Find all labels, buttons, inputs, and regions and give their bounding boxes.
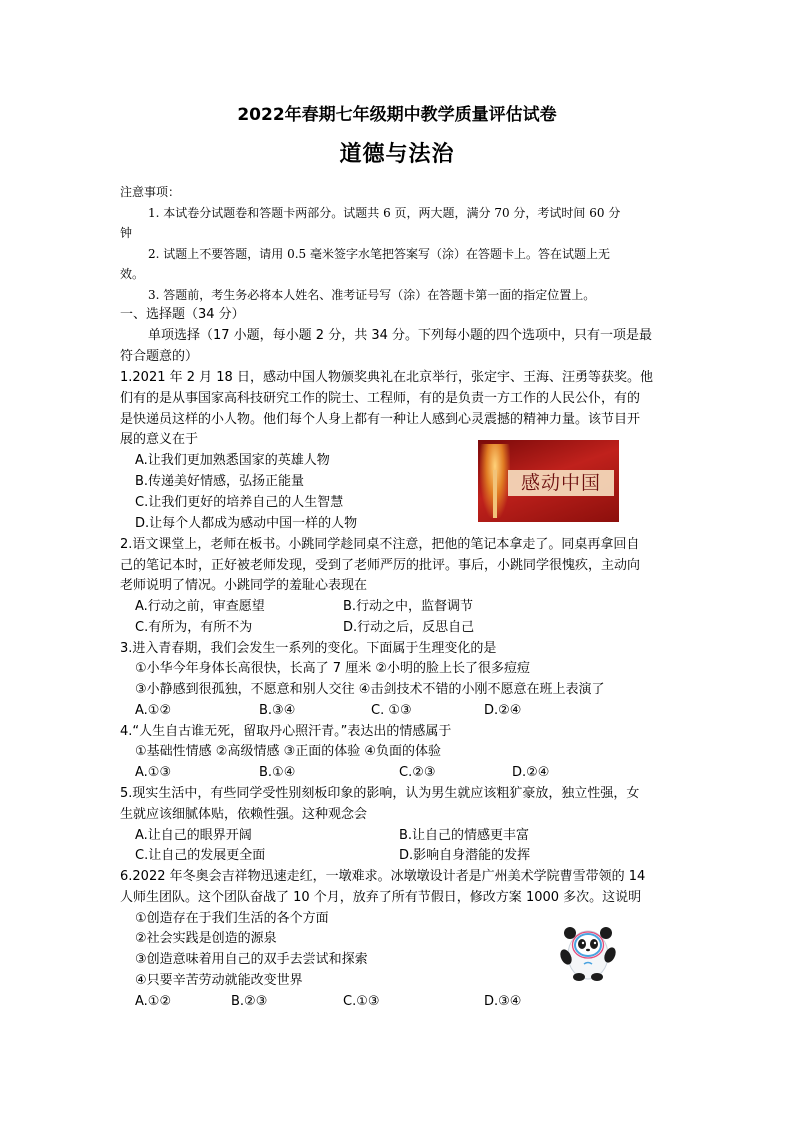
q1-stem-line-4: 展的意义在于 xyxy=(120,432,199,447)
touching-china-image xyxy=(478,440,619,522)
bing-dwen-dwen-mascot-icon xyxy=(559,919,617,983)
q3-option-d: D.②④ xyxy=(484,703,522,718)
exam-title: 2022年春期七年级期中教学质量评估试卷 xyxy=(237,105,557,125)
q4-stem: 4.“人生自古谁无死，留取丹心照汗青。”表达出的情感属于 xyxy=(120,724,452,739)
notice-item-2: 2. 试题上不要答题，请用 0.5 毫米签字水笔把答案写（涂）在答题卡上。答在试题上无 xyxy=(148,247,610,261)
q3-stem: 3.进入青春期，我们会发生一系列的变化。下面属于生理变化的是 xyxy=(120,641,497,656)
q1-stem-line-3: 是快递员这样的小人物。他们每个人身上都有一种让人感到心灵震撼的精神力量。该节目开 xyxy=(120,412,641,427)
notice-heading: 注意事项： xyxy=(120,185,181,199)
q2-stem-line-2: 己的笔记本时，正好被老师发现，受到了老师严厉的批评。事后，小跳同学很愧疚，主动向 xyxy=(120,558,641,573)
q4-option-c: C.②③ xyxy=(399,765,436,780)
q4-option-d: D.②④ xyxy=(512,765,550,780)
q3-option-a: A.①② xyxy=(135,703,172,718)
q6-option-d: D.③④ xyxy=(484,994,522,1009)
q6-statement-3: ③创造意味着用自己的双手去尝试和探索 xyxy=(135,952,368,967)
q3-option-c: C. ①③ xyxy=(371,703,412,718)
q1-option-a: A.让我们更加熟悉国家的英雄人物 xyxy=(135,453,330,468)
q3-statements-2: ③小静感到很孤独，不愿意和别人交往 ④击剑技术不错的小刚不愿意在班上表演了 xyxy=(135,682,605,697)
notice-item-1-cont: 钟 xyxy=(120,226,133,240)
q2-option-d: D.行动之后，反思自己 xyxy=(343,620,475,635)
q5-option-b: B.让自己的情感更丰富 xyxy=(399,828,530,843)
notice-item-2-cont: 效。 xyxy=(120,267,145,281)
q1-option-c: C.让我们更好的培养自己的人生智慧 xyxy=(135,495,344,510)
q2-option-a: A.行动之前，审查愿望 xyxy=(135,599,265,614)
q5-option-d: D.影响自身潜能的发挥 xyxy=(399,848,531,863)
q1-stem-line-2: 们有的是从事国家高科技研究工作的院士、工程师，有的是负责一方工作的人民公仆，有的 xyxy=(120,391,641,406)
q6-option-b: B.②③ xyxy=(231,994,268,1009)
touching-china-logo-text: 感动中国 xyxy=(508,470,614,496)
q1-option-d: D.让每个人都成为感动中国一样的人物 xyxy=(135,516,358,531)
q6-stem-line-1: 6.2022 年冬奥会吉祥物迅速走红，一墩难求。冰墩墩设计者是广州美术学院曹雪带领的 14 xyxy=(120,869,646,884)
section-heading: 一、选择题（34 分） xyxy=(120,307,245,322)
q6-statement-2: ②社会实践是创造的源泉 xyxy=(135,931,277,946)
q3-statements-1: ①小华今年身体长高很快，长高了 7 厘米 ②小明的脸上长了很多痘痘 xyxy=(135,661,530,676)
q5-option-c: C.让自己的发展更全面 xyxy=(135,848,266,863)
q4-option-b: B.①④ xyxy=(259,765,296,780)
q5-stem-line-1: 5.现实生活中，有些同学受性别刻板印象的影响，认为男生就应该粗犷豪放，独立性强，女 xyxy=(120,786,640,801)
q5-stem-line-2: 生就应该细腻体贴，依赖性强。这种观念会 xyxy=(120,807,368,822)
q4-option-a: A.①③ xyxy=(135,765,172,780)
q2-stem-line-1: 2.语文课堂上，老师在板书。小跳同学趁同桌不注意，把他的笔记本拿走了。同桌再拿回自 xyxy=(120,537,640,552)
notice-item-3: 3. 答题前，考生务必将本人姓名、准考证号写（涂）在答题卡第一面的指定位置上。 xyxy=(148,288,596,302)
q2-stem-line-3: 老师说明了情况。小跳同学的羞耻心表现在 xyxy=(120,578,368,593)
q6-statement-1: ①创造存在于我们生活的各个方面 xyxy=(135,911,329,926)
section-instructions-cont: 符合题意的） xyxy=(120,349,199,364)
subject-title: 道德与法治 xyxy=(339,142,455,167)
q6-statement-4: ④只要辛苦劳动就能改变世界 xyxy=(135,973,303,988)
q5-option-a: A.让自己的眼界开阔 xyxy=(135,828,252,843)
notice-item-1: 1. 本试卷分试题卷和答题卡两部分。试题共 6 页，两大题，满分 70 分，考试时间 60 分 xyxy=(148,206,621,220)
q2-option-c: C.有所为，有所不为 xyxy=(135,620,253,635)
q6-option-c: C.①③ xyxy=(343,994,380,1009)
section-instructions: 单项选择（17 小题，每小题 2 分，共 34 分。下列每小题的四个选项中，只有一项是最 xyxy=(148,328,653,343)
q1-option-b: B.传递美好情感，弘扬正能量 xyxy=(135,474,305,489)
q4-statements: ①基础性情感 ②高级情感 ③正面的体验 ④负面的体验 xyxy=(135,744,442,759)
q6-stem-line-2: 人师生团队。这个团队奋战了 10 个月，放弃了所有节假日，修改方案 1000 多次。这说明 xyxy=(120,890,642,905)
q6-option-a: A.①② xyxy=(135,994,172,1009)
q3-option-b: B.③④ xyxy=(259,703,296,718)
q1-stem-line-1: 1.2021 年 2 月 18 日，感动中国人物颁奖典礼在北京举行，张定宇、王海、汪勇等获奖。他 xyxy=(120,370,653,385)
q2-option-b: B.行动之中，监督调节 xyxy=(343,599,474,614)
trophy-icon xyxy=(493,470,497,518)
